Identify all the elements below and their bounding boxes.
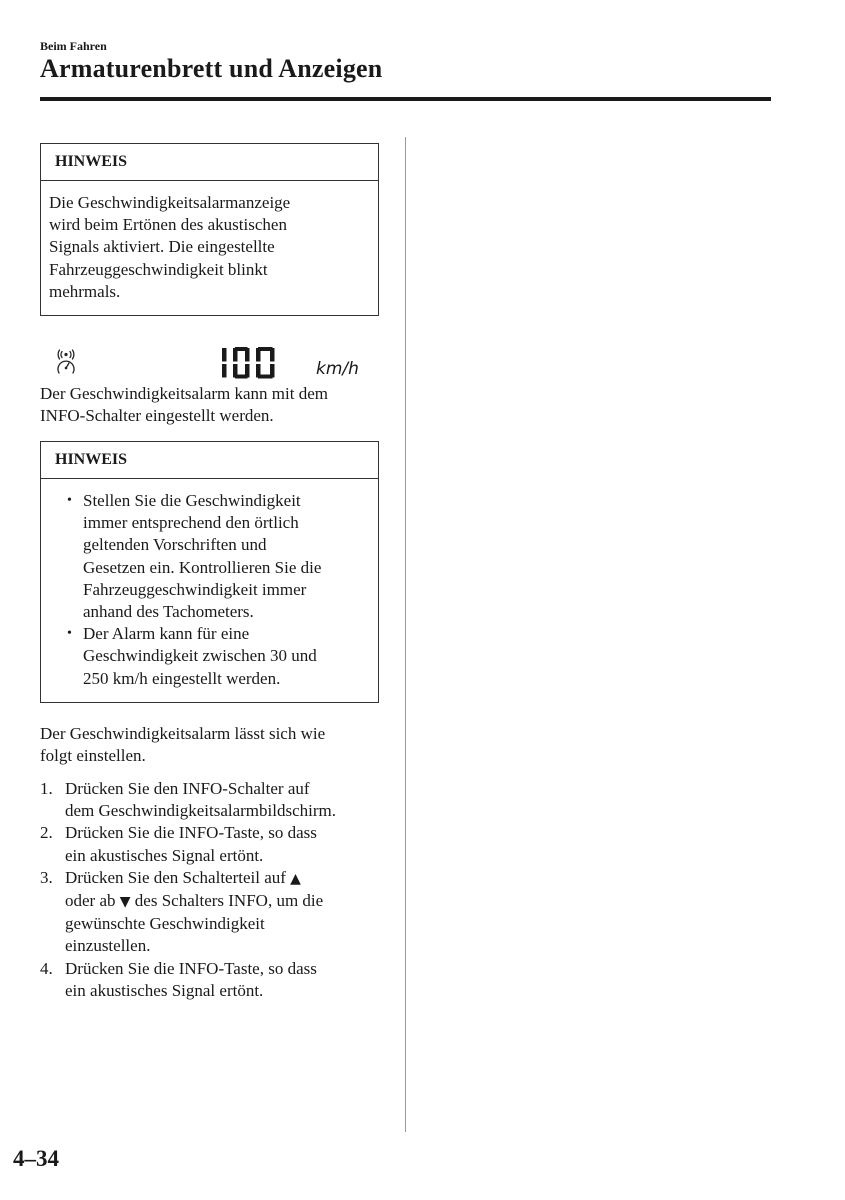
note-line: Geschwindigkeit zwischen 30 und [83,646,317,666]
up-triangle-icon: ▲ [290,870,301,887]
speed-unit: km/h [316,359,359,379]
paragraph-line: INFO-Schalter eingestellt werden. [40,406,274,426]
note-line: Der Alarm kann für eine [83,624,250,644]
step-number: 2. [40,823,53,843]
step-line: dem Geschwindigkeitsalarmbildschirm. [65,801,336,821]
paragraph-line: folgt einstellen. [40,746,146,766]
step-number: 4. [40,958,53,978]
note-box-1 [40,143,379,316]
note-line: Fahrzeuggeschwindigkeit blinkt [49,259,268,279]
step-line: gewünschte Geschwindigkeit [65,914,265,934]
down-triangle-icon: ▼ [119,894,131,911]
page-number: 4–34 [13,1146,59,1171]
note-line: geltenden Vorschriften und [83,535,267,555]
step-line: Drücken Sie die INFO-Taste, so dass [65,823,317,843]
section-label: Beim Fahren [40,39,107,53]
step-number: 1. [40,779,53,798]
step-line: Drücken Sie die INFO-Taste, so dass [65,958,317,978]
step-line: Drücken Sie den INFO-Schalter auf [65,779,310,798]
paragraph-line: Der Geschwindigkeitsalarm lässt sich wie [40,724,326,743]
note-line: Gesetzen ein. Kontrollieren Sie die [83,557,322,577]
note-heading: HINWEIS [41,144,378,181]
step-line [65,867,385,890]
note-box-2 [40,441,379,703]
note-line: mehrmals. [49,281,121,301]
note-line: wird beim Ertönen des akustischen [49,215,287,235]
note-line: Die Geschwindigkeitsalarmanzeige [49,193,291,212]
note-line: Fahrzeuggeschwindigkeit immer [83,579,307,599]
column-divider [405,137,406,1132]
speed-value-digits [218,347,280,384]
procedure-steps [40,778,385,1002]
note-heading: HINWEIS [41,442,378,479]
note-line: 250 km/h eingestellt werden. [83,668,281,688]
note-bullet-item [49,490,366,623]
step-item [40,958,385,1002]
step-item [40,867,385,958]
note-body [41,181,378,315]
step-text: oder ab [65,891,120,911]
paragraph-2 [40,723,385,767]
title-rule [40,97,771,101]
page-title: Armaturenbrett und Anzeigen [40,54,383,83]
step-line [65,890,385,913]
step-line: ein akustisches Signal ertönt. [65,845,264,865]
step-number: 3. [40,867,53,887]
note-bullet-list [49,490,366,690]
step-line: ein akustisches Signal ertönt. [65,980,264,1000]
step-item [40,778,385,822]
step-text: Drücken Sie den Schalterteil auf [65,867,291,887]
paragraph-line: Der Geschwindigkeitsalarm kann mit dem [40,384,328,403]
note-body [41,479,378,702]
speed-alarm-icon [54,349,78,380]
bullet-icon: • [67,626,72,642]
bullet-icon: • [67,493,72,508]
note-line: immer entsprechend den örtlich [83,513,299,533]
note-line: Signals aktiviert. Die eingestellte [49,237,275,257]
note-line: anhand des Tachometers. [83,602,254,622]
note-line: Stellen Sie die Geschwindigkeit [83,491,301,510]
step-text: des Schalters INFO, um die [130,891,324,911]
paragraph-1 [40,383,385,427]
note-bullet-item [49,623,366,690]
step-line: einzustellen. [65,936,151,956]
step-item [40,822,385,866]
speed-alarm-display [40,345,380,381]
